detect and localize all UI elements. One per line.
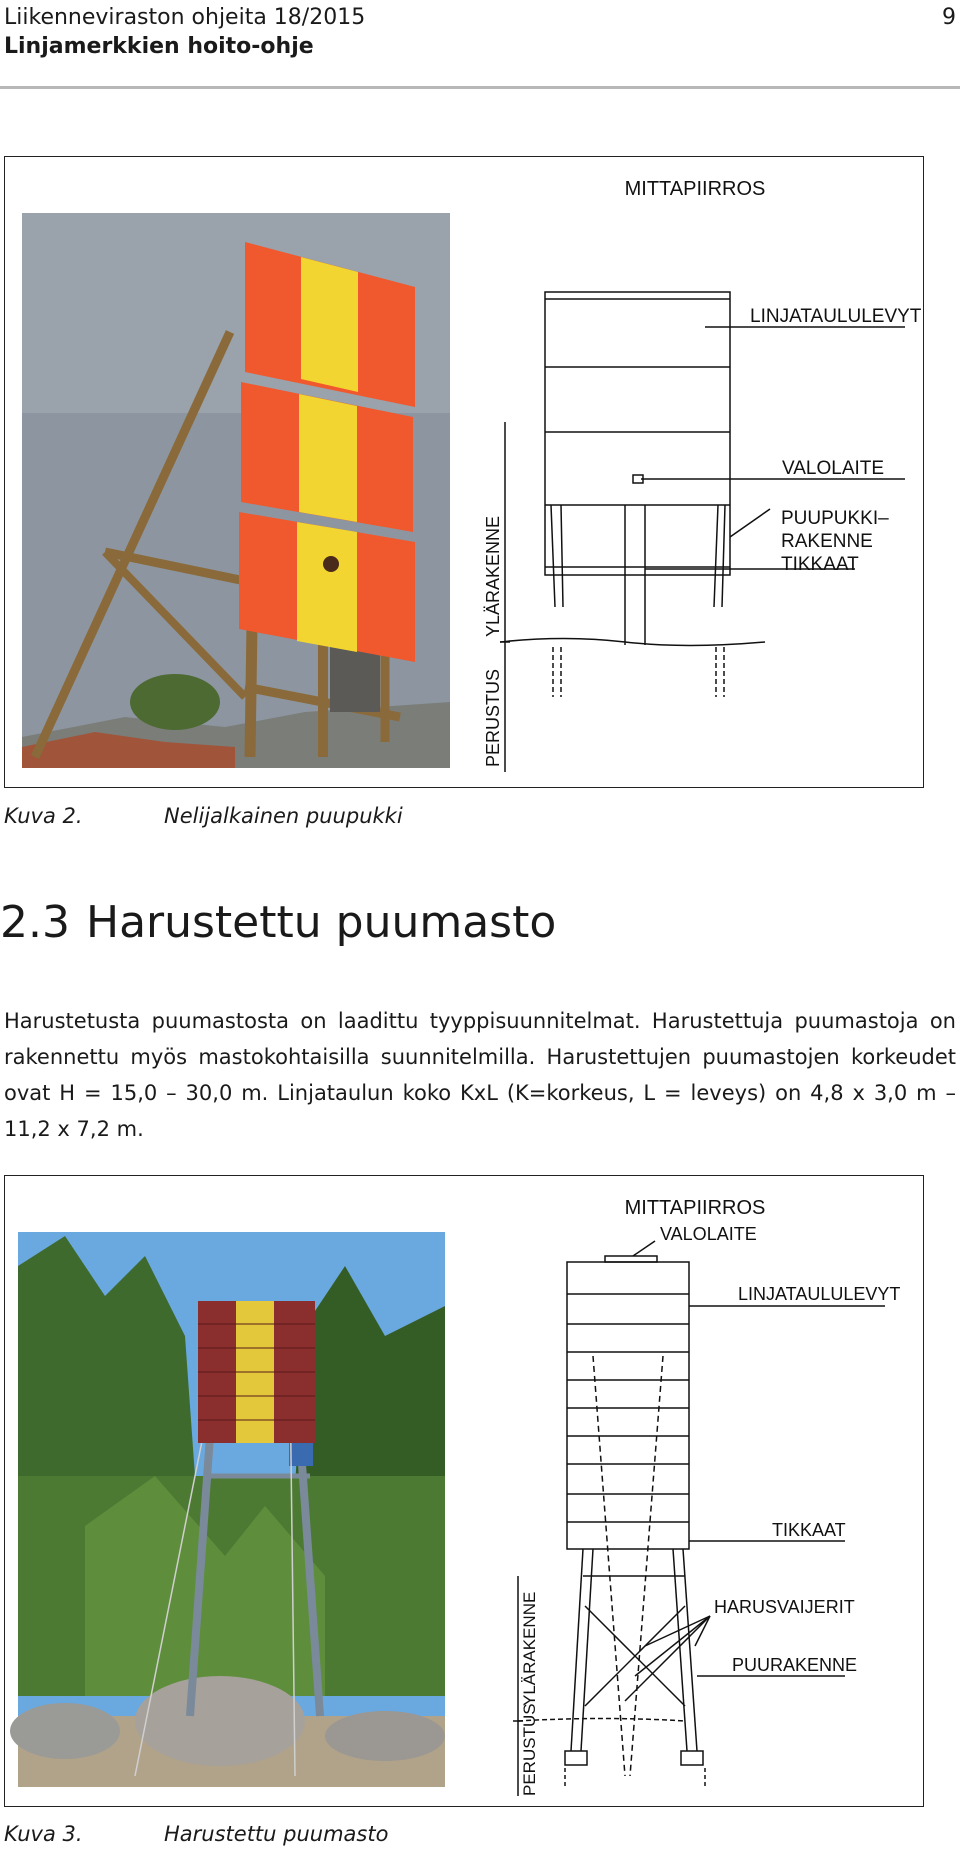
label-ladder: TIKKAAT bbox=[781, 554, 859, 575]
label-guy-wires: HARUSVAIJERIT bbox=[714, 1597, 855, 1617]
label-panels: LINJATAULULEVYT bbox=[738, 1284, 901, 1304]
figure-1-caption-number: Kuva 2. bbox=[4, 804, 83, 828]
label-trestle-1: PUUPUKKI– bbox=[781, 508, 889, 529]
section-heading bbox=[0, 895, 556, 951]
trestle-photo bbox=[22, 213, 450, 768]
section-number: 2.3 bbox=[0, 897, 70, 948]
label-foundation: PERUSTUS bbox=[483, 668, 503, 767]
figure-1-caption-text: Nelijalkainen puupukki bbox=[164, 804, 403, 828]
mast-drawing bbox=[513, 1241, 885, 1796]
page-header bbox=[4, 4, 956, 62]
figure-2-caption-number: Kuva 3. bbox=[4, 1822, 83, 1846]
label-upper-structure: YLÄRAKENNE bbox=[520, 1591, 539, 1706]
figure-2-graphic bbox=[5, 1176, 923, 1806]
drawing-title: MITTAPIIRROS bbox=[624, 1197, 766, 1219]
label-ladder: TIKKAAT bbox=[772, 1520, 846, 1540]
drawing-title: MITTAPIIRROS bbox=[624, 178, 766, 200]
section-title: Harustettu puumasto bbox=[85, 897, 557, 948]
label-foundation: PERUSTUS bbox=[520, 1703, 539, 1796]
figure-2 bbox=[4, 1175, 924, 1807]
label-light: VALOLAITE bbox=[660, 1224, 757, 1244]
header-rule bbox=[0, 86, 960, 89]
label-wood-structure: PUURAKENNE bbox=[732, 1655, 858, 1675]
figure-1-graphic bbox=[5, 157, 923, 787]
publication-series: Liikenneviraston ohjeita 18/2015 bbox=[4, 5, 366, 30]
label-trestle-2: RAKENNE bbox=[781, 531, 873, 552]
label-upper-structure: YLÄRAKENNE bbox=[483, 515, 503, 637]
label-panels: LINJATAULULEVYT bbox=[750, 306, 922, 327]
body-paragraph: Harustetusta puumastosta on laadittu tyyppisuunnitelmat. Harustettuja puumastoja on rakennettu myös mastokohtaisilla suunnitelmilla. Harustettujen puumastojen korkeudet ovat H = 15,0 – 30,0 m. Linjataulun koko KxL (K=korkeus, L = leveys) on 4,8 x 3,0 m – 11,2 x 7,2 m. bbox=[4, 1009, 956, 1141]
mast-photo bbox=[10, 1232, 445, 1787]
figure-1-caption bbox=[4, 804, 403, 828]
label-light: VALOLAITE bbox=[782, 458, 885, 479]
document-title: Linjamerkkien hoito-ohje bbox=[4, 34, 314, 59]
figure-2-caption-text: Harustettu puumasto bbox=[164, 1822, 389, 1846]
figure-1 bbox=[4, 156, 924, 788]
page-number: 9 bbox=[942, 5, 956, 30]
figure-2-caption bbox=[4, 1822, 388, 1846]
